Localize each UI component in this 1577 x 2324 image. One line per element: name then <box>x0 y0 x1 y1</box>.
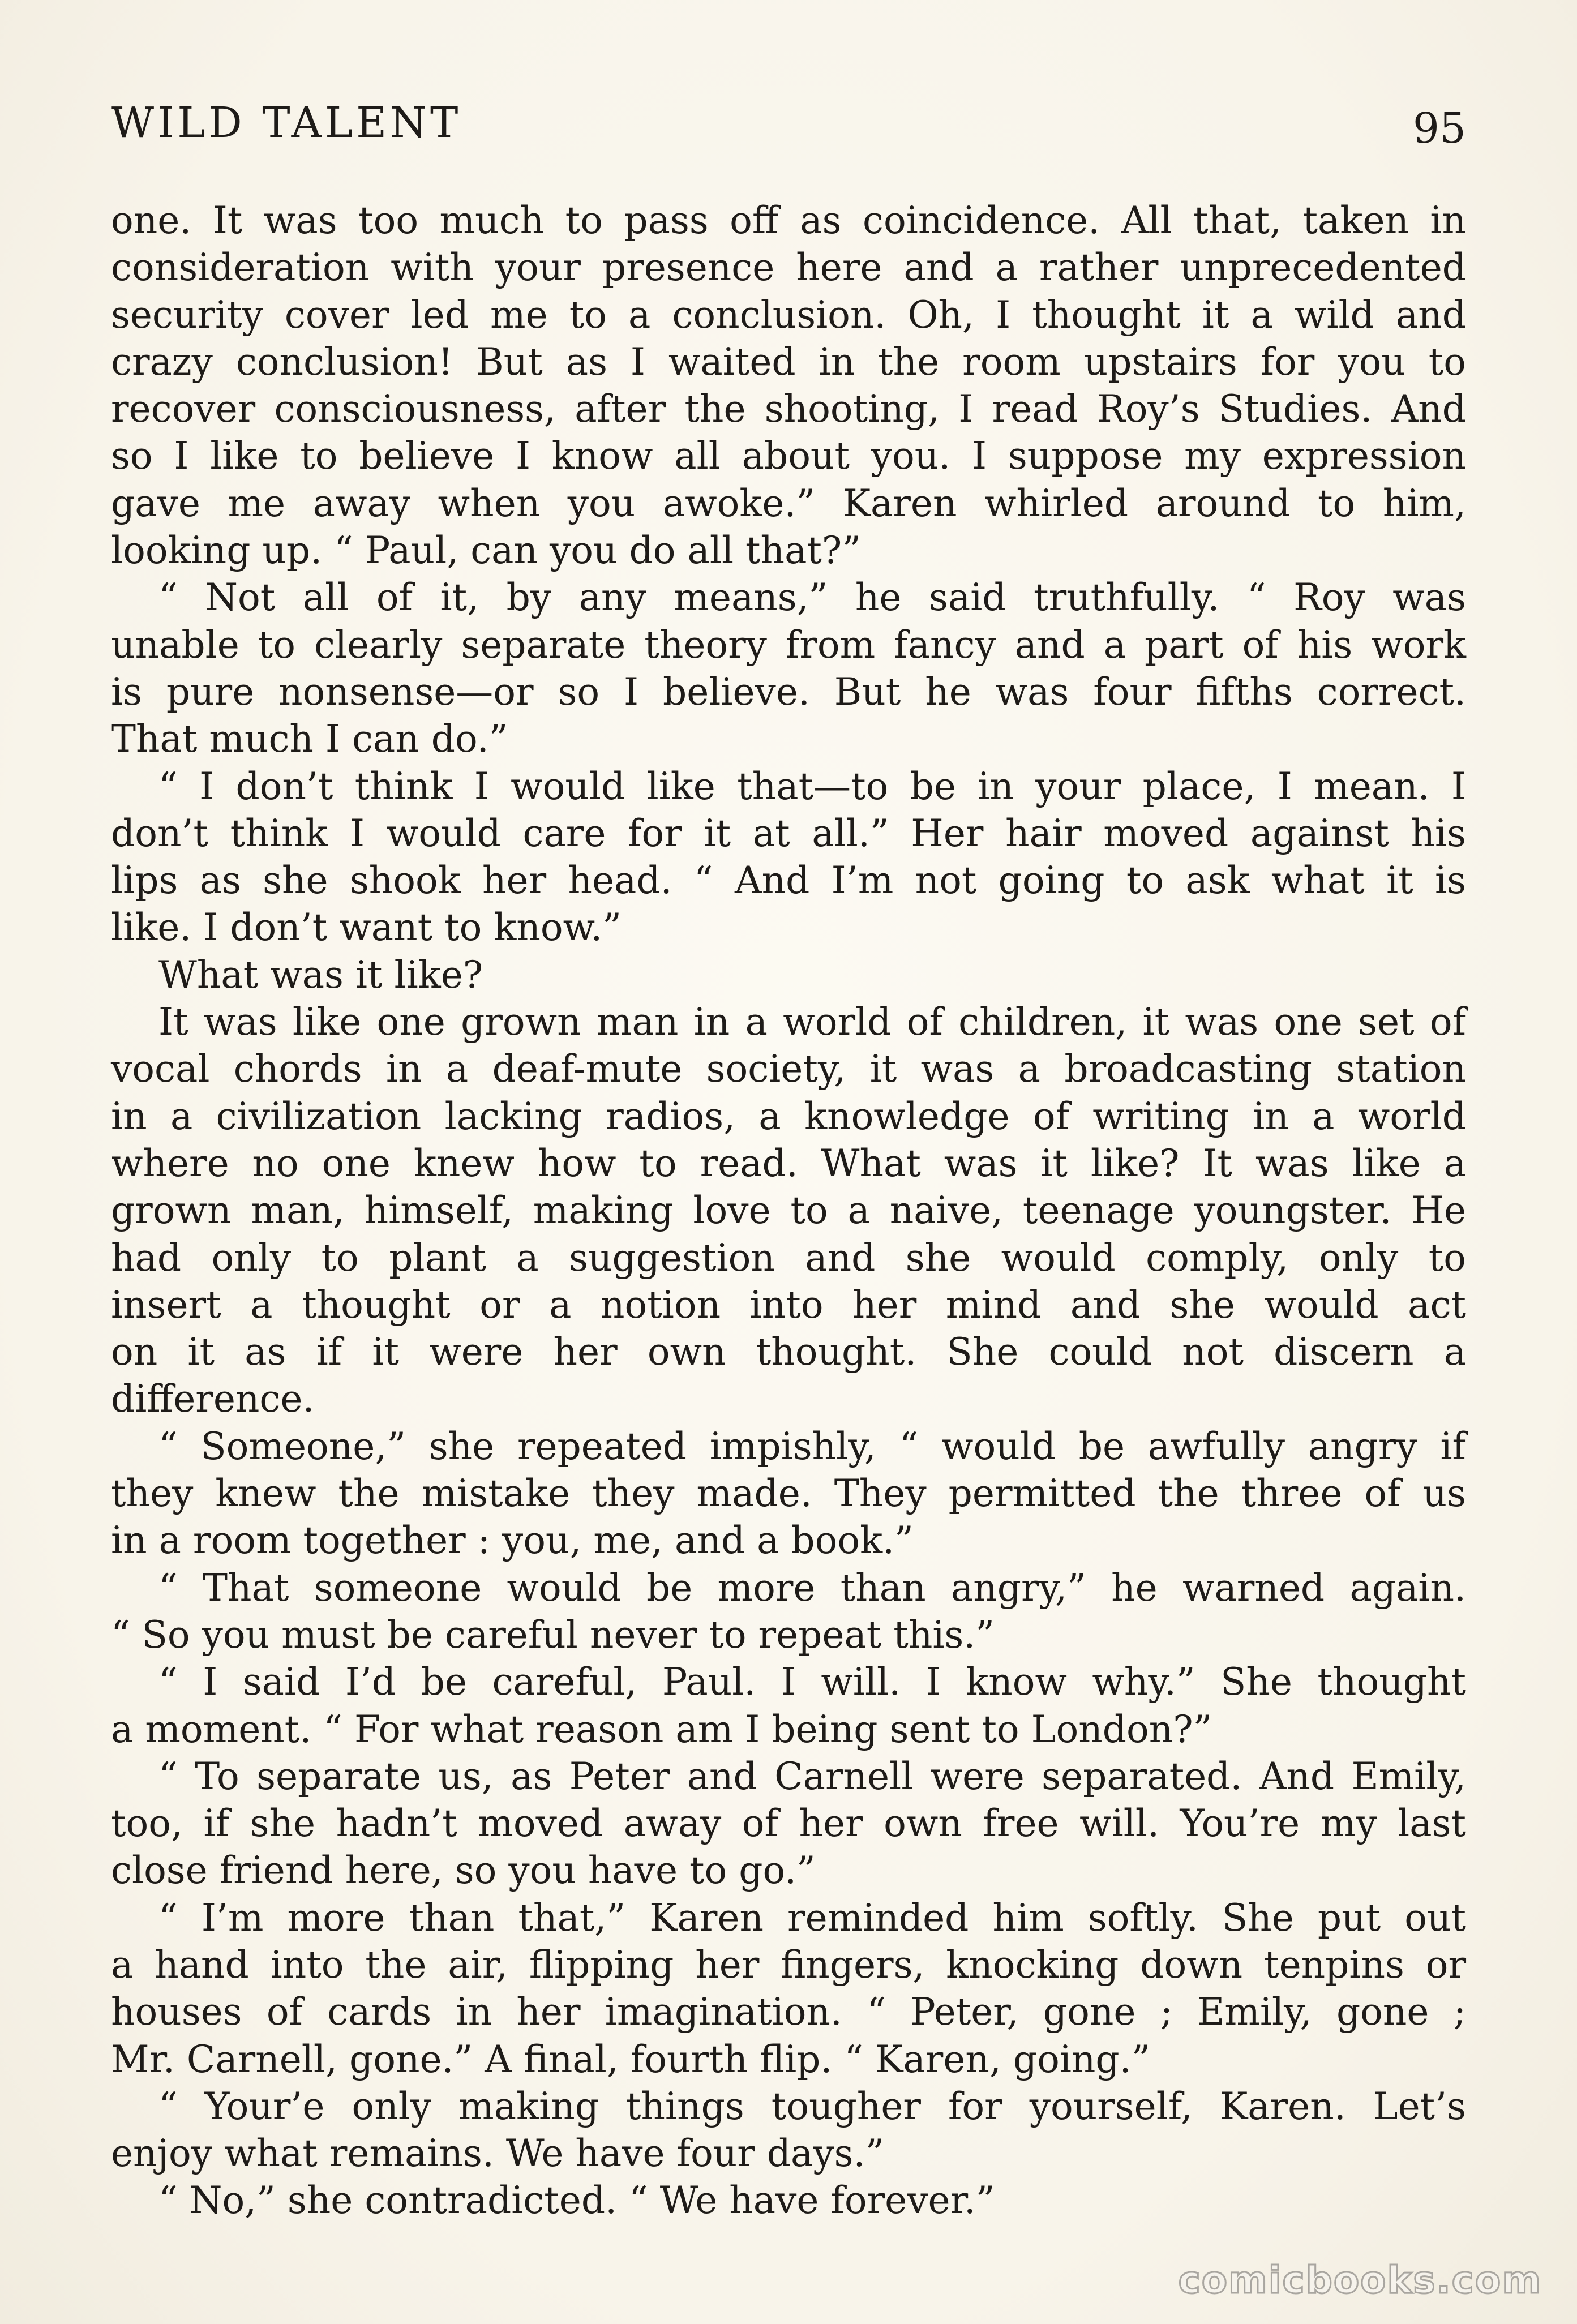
text-line: consideration with your presence here and a rather unprecedented <box>111 246 1466 290</box>
text-line: a moment. “ For what reason am I being sent to London?” <box>111 1707 1212 1751</box>
text-line: where no one knew how to read. What was it like? It was like a <box>111 1141 1466 1185</box>
text-line: lips as she shook her head. “ And I’m not going to ask what it is <box>111 859 1466 903</box>
text-line: “ No,” she contradicted. “ We have forever.” <box>158 2179 995 2223</box>
text-line: in a room together : you, me, and a book.” <box>111 1519 914 1563</box>
text-line: in a civilization lacking radios, a knowledge of writing in a world <box>111 1094 1466 1138</box>
text-line: they knew the mistake they made. They permitted the three of us <box>111 1472 1466 1516</box>
text-line: looking up. “ Paul, can you do all that?” <box>111 529 862 573</box>
watermark: comicbooks.com <box>1178 2258 1542 2302</box>
text-line: “ To separate us, as Peter and Carnell were separated. And Emily, <box>158 1754 1466 1798</box>
text-line: gave me away when you awoke.” Karen whirled around to him, <box>111 481 1466 525</box>
text-line: is pure nonsense—or so I believe. But he was four fifths correct. <box>111 670 1466 714</box>
body-text <box>111 197 1466 2224</box>
text-line: It was like one grown man in a world of children, it was one set of <box>158 1000 1466 1044</box>
text-line: That much I can do.” <box>111 717 508 761</box>
text-line: close friend here, so you have to go.” <box>111 1849 816 1893</box>
text-line: recover consciousness, after the shooting, I read Roy’s Studies. And <box>111 387 1466 431</box>
text-line: “ Your’e only making things tougher for yourself, Karen. Let’s <box>158 2084 1466 2128</box>
text-line: “ Not all of it, by any means,” he said truthfully. “ Roy was <box>158 576 1466 620</box>
text-line: “ Someone,” she repeated impishly, “ would be awfully angry if <box>158 1424 1466 1468</box>
text-line: too, if she hadn’t moved away of her own free will. You’re my last <box>111 1802 1466 1846</box>
text-line: one. It was too much to pass off as coincidence. All that, taken in <box>111 199 1466 242</box>
text-line: on it as if it were her own thought. She could not discern a <box>111 1330 1466 1374</box>
text-line: unable to clearly separate theory from fancy and a part of his work <box>111 623 1466 667</box>
text-line: “ That someone would be more than angry,” he warned again. <box>158 1566 1466 1610</box>
text-line: insert a thought or a notion into her mind and she would act <box>111 1283 1466 1327</box>
text-line: crazy conclusion! But as I waited in the room upstairs for you to <box>111 340 1466 384</box>
text-line: “ I’m more than that,” Karen reminded him softly. She put out <box>158 1896 1466 1940</box>
text-line: so I like to believe I know all about you. I suppose my expression <box>111 434 1466 478</box>
text-line: like. I don’t want to know.” <box>111 906 622 950</box>
text-line: security cover led me to a conclusion. Oh, I thought it a wild and <box>111 293 1466 337</box>
text-line: don’t think I would care for it at all.” Her hair moved against his <box>111 811 1466 855</box>
text-line: “ I said I’d be careful, Paul. I will. I know why.” She thought <box>158 1660 1466 1704</box>
text-line: Mr. Carnell, gone.” A final, fourth flip. “ Karen, going.” <box>111 2037 1151 2081</box>
page-number: 95 <box>1412 104 1466 153</box>
text-line: had only to plant a suggestion and she would comply, only to <box>111 1236 1466 1280</box>
text-line: vocal chords in a deaf-mute society, it was a broadcasting station <box>111 1047 1466 1091</box>
text-line: What was it like? <box>158 953 483 997</box>
running-title: WILD TALENT <box>111 98 462 147</box>
text-line: “ So you must be careful never to repeat this.” <box>111 1613 995 1657</box>
text-line: enjoy what remains. We have four days.” <box>111 2132 885 2176</box>
text-line: grown man, himself, making love to a naive, teenage youngster. He <box>111 1189 1466 1233</box>
text-line: “ I don’t think I would like that—to be in your place, I mean. I <box>158 764 1466 808</box>
text-line: houses of cards in her imagination. “ Peter, gone ; Emily, gone ; <box>111 1990 1466 2034</box>
text-line: a hand into the air, flipping her fingers, knocking down tenpins or <box>111 1943 1466 1987</box>
text-line: difference. <box>111 1377 315 1421</box>
